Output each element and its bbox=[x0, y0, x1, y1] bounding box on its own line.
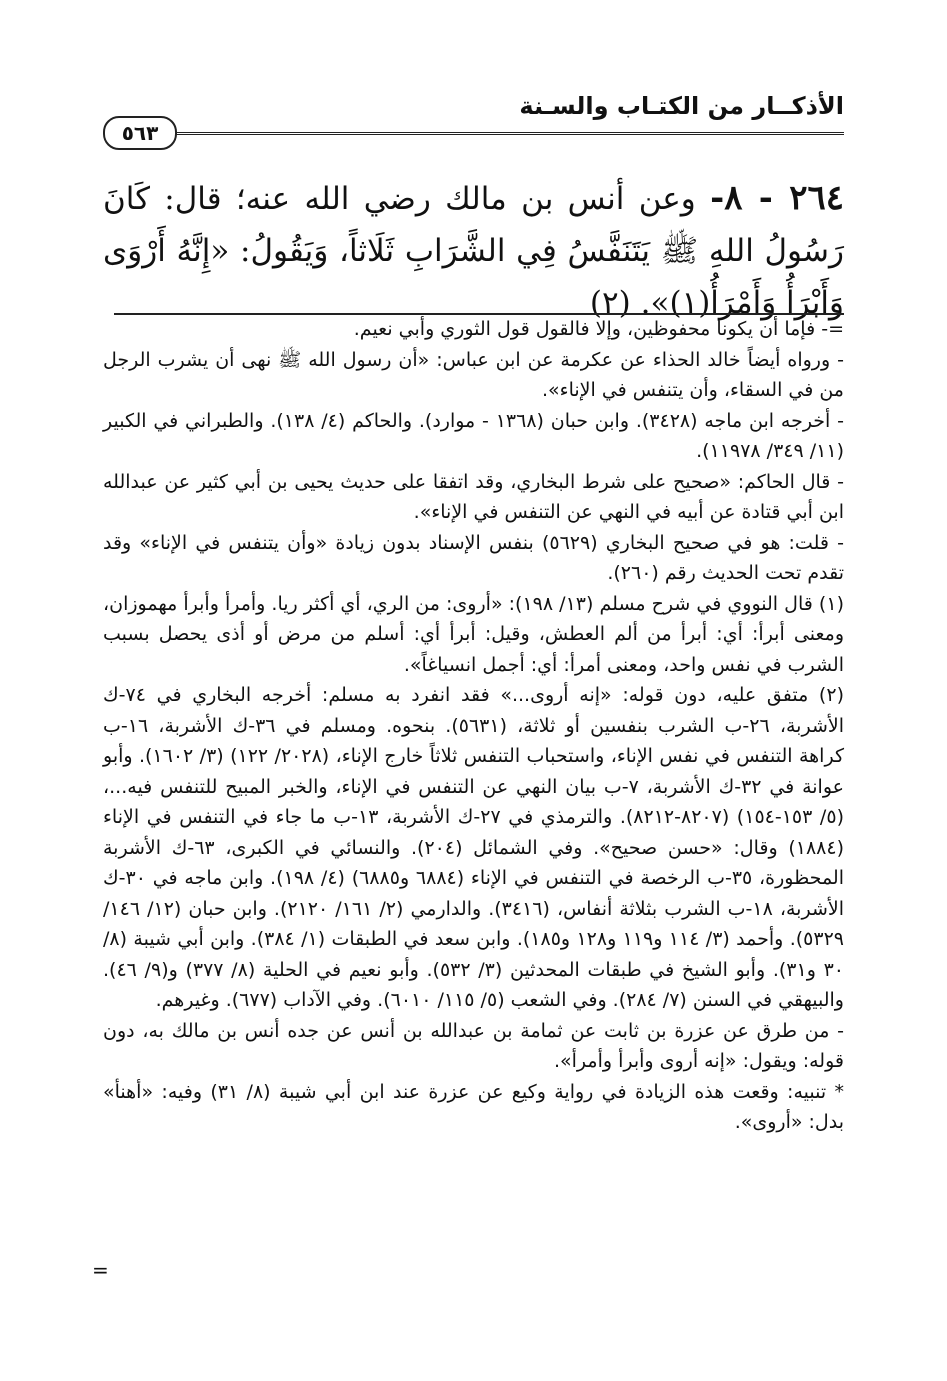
header-title: الأذكــار من الكتـاب والسـنة bbox=[519, 92, 844, 120]
header-rule bbox=[175, 132, 844, 135]
footnote-paragraph: - قال الحاكم: «صحيح على شرط البخاري، وقد اتفقا على حديث يحيى بن أبي كثير عن عبدالله ابن أبي قتادة عن أبيه في النهي عن التنفس في الإناء». bbox=[103, 470, 844, 523]
hadith-text bbox=[103, 172, 844, 329]
footnotes bbox=[103, 314, 844, 1138]
continuation-mark: = bbox=[92, 1258, 109, 1282]
footnote-paragraph: =- فإما أن يكونا محفوظين، وإلا فالقول قول الثوري وأبي نعيم. bbox=[353, 318, 844, 340]
page-number: ٥٦٣ bbox=[103, 116, 177, 150]
footnote-paragraph: - ورواه أيضاً خالد الحذاء عن عكرمة عن ابن عباس: «أن رسول الله ﷺ نهى أن يشرب الرجل من في السقاء، وأن يتنفس في الإناء». bbox=[103, 348, 844, 401]
footnote-paragraph: - قلت: هو في صحيح البخاري (٥٦٢٩) بنفس الإسناد بدون زيادة «وأن يتنفس في الإناء» وقد تقدم تحت الحديث رقم (٢٦٠). bbox=[103, 531, 844, 584]
footnote-note: * تنبيه: وقعت هذه الزيادة في رواية وكيع عن عزرة عند ابن أبي شيبة (٨/ ٣١) وفيه: «أهنأ» بدل: «أروى». bbox=[103, 1080, 844, 1133]
running-header bbox=[103, 92, 844, 152]
footnote-1: (١) قال النووي في شرح مسلم (١٣/ ١٩٨): «أروى: من الري، أي أكثر ريا. وأمرأ وأبرأ مهموزان، ومعنى أبرأ: أي: أبرأ من ألم العطش، وقيل: أبرأ أي: أسلم من مرض أو أذى يحصل بسبب الشرب في نفس واحد، ومعنى أمرأ: أي: أجمل انسياغاً». bbox=[103, 592, 844, 676]
hadith-body: وعن أنس بن مالك رضي الله عنه؛ قال: كَانَ رَسُولُ اللهِ ﷺ يَتَنَفَّسُ فِي الشَّرَابِ ثَلَاثاً، وَيَقُولُ: «إِنَّهُ أَرْوَى وَأَبْرَأُ وَأَمْرَأُ(١)». (٢) bbox=[103, 181, 844, 321]
hadith-number: ٢٦٤ - ٨- bbox=[710, 178, 844, 218]
footnote-paragraph: - أخرجه ابن ماجه (٣٤٢٨). وابن حبان (١٣٦٨ - موارد). والحاكم (٤/ ١٣٨). والطبراني في الكبير (١١/ ٣٤٩/ ١١٩٧٨). bbox=[103, 409, 844, 462]
footnote-2: (٢) متفق عليه، دون قوله: «إنه أروى...» فقد انفرد به مسلم: أخرجه البخاري في ٧٤-ك الأشربة، ٢٦-ب الشرب بنفسين أو ثلاثة، (٥٦٣١). بنحوه. ومسلم في ٣٦-ك الأشربة، ١٦-ب كراهة التنفس في نفس الإناء، واستحباب التنفس ثلاثاً خارج الإناء، (٢٠٢٨/ ١٢٢) (٣/ ١٦٠٢). وأبو عوانة في ٣٢-ك الأشربة، ٧-ب بيان النهي عن التنفس في الإناء، والخبر المبيح للتنفس فيه...، (٥/ ١٥٣-١٥٤) (٨٢٠٧-٨٢١٢). والترمذي في ٢٧-ك الأشربة، ١٣-ب ما جاء في التنفس في الإناء (١٨٨٤) وقال: «حسن صحيح». وفي الشمائل (٢٠٤). والنسائي في الكبرى، ٦٣-ك الأشربة المحظورة، ٣٥-ب الرخصة في التنفس في الإناء (٦٨٨٤ و٦٨٨٥) (٤/ ١٩٨). وابن ماجه في ٣٠-ك الأشربة، ١٨-ب الشرب بثلاثة أنفاس، (٣٤١٦). والدارمي (٢/ ١٦١/ ٢١٢٠). وابن حبان (١٢/ ١٤٦/ ٥٣٢٩). وأحمد (٣/ ١١٤ و١١٩ و١٢٨ و١٨٥). وابن سعد في الطبقات (١/ ٣٨٤). وابن أبي شيبة (٨/ ٣٠ و٣١). وأبو الشيخ في طبقات المحدثين (٣/ ٥٣٢). وأبو نعيم في الحلية (٨/ ٣٧٧) و(٩/ ٤٦). والبيهقي في السنن (٧/ ٢٨٤). وفي الشعب (٥/ ١١٥/ ٦٠١٠). وفي الآداب (٦٧٧). وغيرهم. bbox=[103, 684, 844, 1011]
footnote-paragraph: - من طرق عن عزرة بن ثابت عن ثمامة بن عبدالله بن أنس عن جده أنس بن مالك به، دون قوله: ويقول: «إنه أروى وأبرأ وأمرأ». bbox=[103, 1019, 844, 1072]
